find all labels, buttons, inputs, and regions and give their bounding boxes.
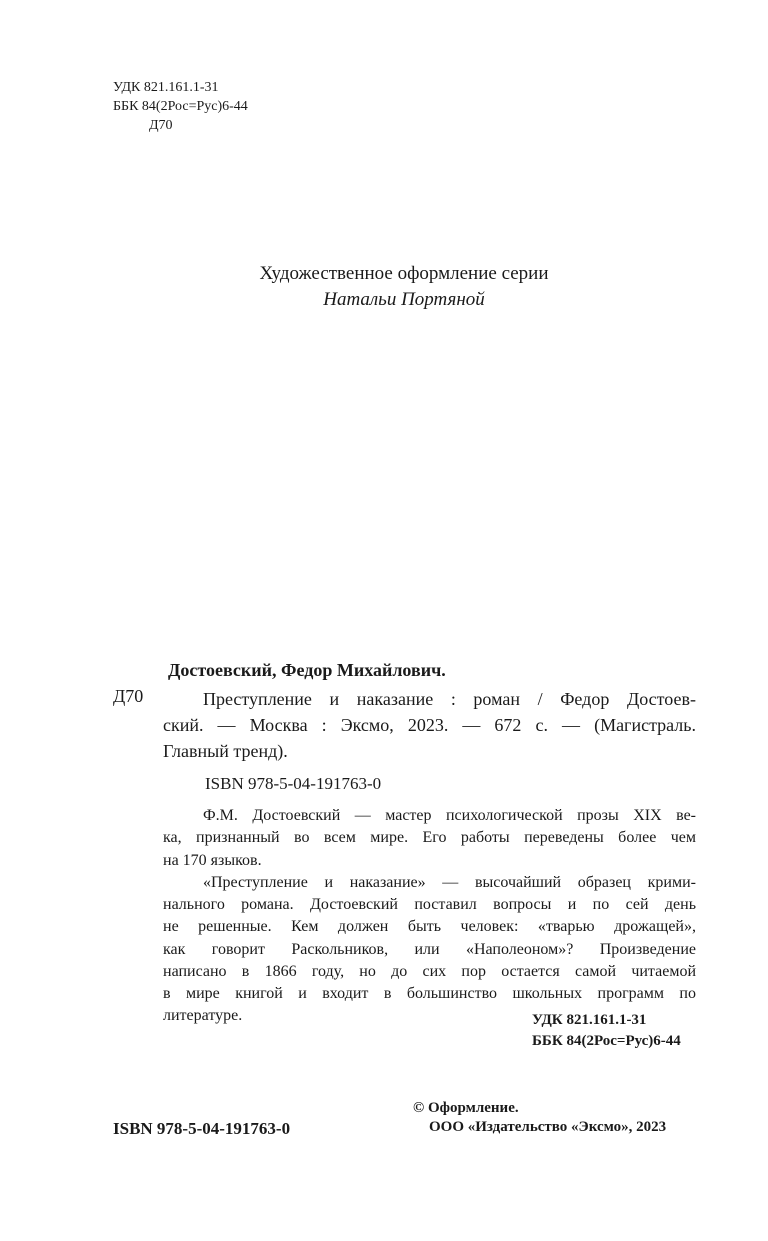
annotation-line: нального романа. Достоевский поставил вопросы и по сей день	[163, 896, 696, 913]
annotation-line: на 170 языков.	[163, 852, 262, 869]
annotation-line: не решенные. Кем должен быть человек: «тварью дрожащей»,	[163, 918, 696, 935]
annotation-line: написано в 1866 году, но до сих пор остается самой читаемой	[163, 963, 696, 980]
series-credit-title: Художественное оформление серии	[259, 263, 549, 284]
copyright-design: © Оформление.	[413, 1100, 519, 1116]
record-author-code: Д70	[113, 686, 144, 706]
record-isbn: ISBN 978-5-04-191763-0	[205, 774, 382, 793]
record-line: Преступление и наказание : роман / Федор Достоев-	[203, 689, 696, 709]
author-code-top: Д70	[149, 118, 173, 133]
annotation-line: ка, признанный во всем мире. Его работы переведены более чем	[163, 829, 696, 846]
annotation-line: в мире книгой и входит в большинство школьных программ по	[163, 985, 696, 1002]
annotation-line: Ф.М. Достоевский — мастер психологической прозы XIX ве-	[203, 807, 696, 824]
udk-code-top: УДК 821.161.1-31	[113, 80, 219, 95]
record-line: ский. — Москва : Эксмо, 2023. — 672 с. — (Магистраль.	[163, 715, 696, 735]
annotation-line: «Преступление и наказание» — высочайший образец крими-	[203, 874, 696, 891]
bbk-code-top: ББК 84(2Рос=Рус)6-44	[113, 99, 248, 114]
udk-code-bottom: УДК 821.161.1-31	[532, 1012, 647, 1028]
isbn-bottom: ISBN 978-5-04-191763-0	[113, 1119, 291, 1138]
copyright-publisher: ООО «Издательство «Эксмо», 2023	[429, 1119, 667, 1135]
series-credit-designer: Натальи Портяной	[323, 289, 485, 310]
annotation-line: литературе.	[163, 1007, 243, 1024]
bbk-code-bottom: ББК 84(2Рос=Рус)6-44	[532, 1033, 681, 1049]
record-line: Главный тренд).	[163, 741, 288, 761]
annotation-line: как говорит Раскольников, или «Наполеоном»? Произведение	[163, 941, 696, 958]
record-author: Достоевский, Федор Михайлович.	[168, 660, 446, 680]
